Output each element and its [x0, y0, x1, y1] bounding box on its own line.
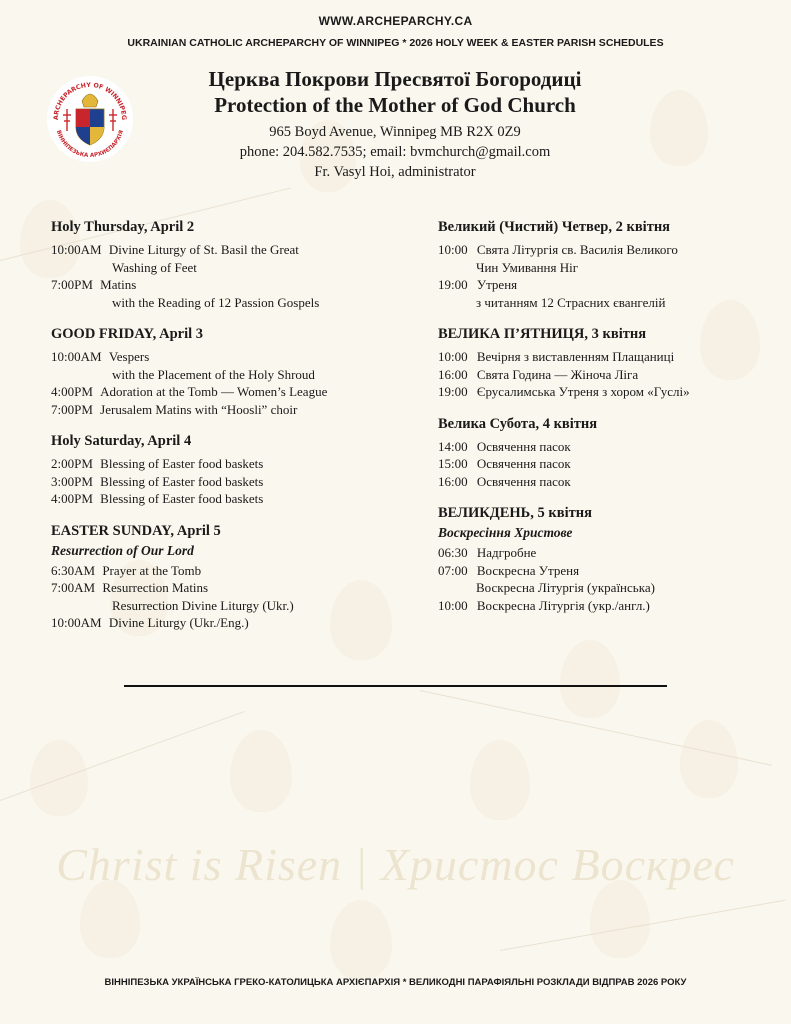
service-time: 16:00	[438, 473, 468, 489]
service-description: Утреня	[476, 277, 518, 292]
schedule-day	[438, 415, 768, 491]
footer-text: ВІННІПЕЗЬКА УКРАЇНСЬКА ГРЕКО-КАТОЛИЦЬКА АРХІЄПАРХІЯ * ВЕЛИКОДНІ ПАРАФІЯЛЬНІ РОЗКЛАДИ ВІДПРАВ 2026 РОКУ	[104, 977, 687, 988]
church-name-ukrainian: Церква Покрови Пресвятої Богородиці	[208, 67, 582, 91]
service-description: Divine Liturgy of St. Basil the Great	[108, 242, 299, 257]
service-row	[51, 562, 411, 580]
church-administrator: Fr. Vasyl Hoi, administrator	[314, 164, 476, 180]
service-description: з читанням 12 Страсних євангелій	[476, 294, 666, 310]
service-time: 16:00	[438, 366, 468, 382]
day-title: GOOD FRIDAY, April 3	[51, 326, 204, 342]
day-title: ВЕЛИКА П’ЯТНИЦЯ, 3 квітня	[438, 326, 647, 342]
service-description: Divine Liturgy (Ukr./Eng.)	[108, 615, 249, 630]
service-time: 4:00PM	[51, 384, 93, 399]
divider	[124, 685, 667, 687]
service-description: Washing of Feet	[112, 259, 197, 275]
service-description: Єрусалимська Утреня з хором «Гуслі»	[476, 384, 690, 399]
schedule-day	[51, 325, 411, 418]
service-row	[438, 276, 768, 294]
logo-bottom-text: ВІННІПЕЗЬКА АРХИЄПАРХІЯ	[54, 129, 126, 160]
service-time: 6:30AM	[51, 562, 96, 578]
service-description: with the Placement of the Holy Shroud	[112, 366, 315, 382]
service-description: Воскресна Літургія (укр./англ.)	[476, 597, 650, 613]
service-row	[438, 562, 768, 580]
service-row	[51, 294, 411, 312]
service-time: 3:00PM	[51, 473, 93, 489]
schedule-day	[51, 522, 411, 632]
website-url: WWW.ARCHEPARCHY.CA	[318, 14, 473, 28]
service-time: 15:00	[438, 456, 468, 471]
service-description: Чин Умивання Ніг	[476, 259, 579, 275]
service-time: 4:00PM	[51, 491, 93, 506]
service-row	[438, 438, 768, 456]
service-row	[438, 579, 768, 597]
service-description: Jerusalem Matins with “Hoosli” choir	[100, 401, 298, 417]
ukrainian-schedule	[438, 218, 768, 628]
service-row	[51, 276, 411, 294]
day-title: Великий (Чистий) Четвер, 2 квітня	[438, 219, 671, 235]
day-subtitle: Воскресіння Христове	[438, 525, 573, 540]
day-title: Holy Thursday, April 2	[51, 219, 195, 235]
service-description: Свята Літургія св. Василія Великого	[476, 242, 678, 257]
service-time: 10:00	[438, 349, 468, 364]
schedule-day	[438, 504, 768, 614]
archeparchy-logo	[46, 75, 134, 163]
service-row	[51, 473, 411, 491]
service-row	[438, 241, 768, 259]
service-row	[438, 544, 768, 562]
schedule-day	[438, 325, 768, 401]
day-title: EASTER SUNDAY, April 5	[51, 522, 221, 539]
service-row	[438, 455, 768, 473]
service-description: Свята Година — Жіноча Ліга	[476, 366, 639, 382]
service-row	[438, 383, 768, 401]
watermark-text: Christ is Risen | Христос Воскрес	[56, 839, 735, 890]
header-subtitle: UKRAINIAN CATHOLIC ARCHEPARCHY OF WINNIPEG * 2026 HOLY WEEK & EASTER PARISH SCHEDULES	[127, 37, 664, 49]
service-description: Prayer at the Tomb	[102, 562, 202, 578]
schedule-day	[438, 218, 768, 311]
service-row	[51, 455, 411, 473]
service-time: 7:00AM	[51, 580, 96, 595]
day-title: Велика Субота, 4 квітня	[438, 415, 598, 432]
service-row	[51, 401, 411, 419]
church-address: 965 Boyd Avenue, Winnipeg MB R2X 0Z9	[269, 124, 521, 140]
service-row	[51, 597, 411, 615]
church-header	[140, 66, 650, 182]
service-row	[438, 473, 768, 491]
service-description: Blessing of Easter food baskets	[100, 491, 264, 506]
service-description: Resurrection Matins	[102, 580, 209, 595]
service-description: Вечірня з виставленням Плащаниці	[476, 349, 675, 364]
service-row	[51, 366, 411, 384]
church-contact: phone: 204.582.7535; email: bvmchurch@gmail.com	[239, 144, 551, 160]
service-description: Освячення пасок	[476, 473, 571, 489]
service-row	[438, 259, 768, 277]
service-description: Blessing of Easter food baskets	[100, 473, 264, 489]
service-row	[438, 597, 768, 615]
service-description: Resurrection Divine Liturgy (Ukr.)	[112, 597, 294, 613]
service-time: 06:30	[438, 545, 468, 560]
service-time: 19:00	[438, 384, 468, 399]
day-subtitle: Resurrection of Our Lord	[51, 542, 194, 558]
service-time: 07:00	[438, 562, 468, 578]
english-schedule	[51, 218, 411, 646]
service-row	[438, 348, 768, 366]
service-time: 10:00AM	[51, 349, 102, 364]
service-description: Matins	[100, 277, 137, 292]
service-time: 10:00AM	[51, 615, 102, 630]
service-time: 10:00	[438, 242, 468, 257]
service-row	[51, 241, 411, 259]
service-row	[51, 490, 411, 508]
logo-top-text: ARCHEPARCHY OF WINNIPEG	[52, 81, 128, 121]
service-description: Освячення пасок	[476, 438, 571, 454]
service-time: 14:00	[438, 438, 468, 454]
service-time: 7:00PM	[51, 277, 93, 292]
service-time: 2:00PM	[51, 456, 93, 471]
service-row	[51, 614, 411, 632]
service-description: Vespers	[108, 349, 150, 364]
service-time: 10:00	[438, 597, 468, 613]
service-time: 19:00	[438, 277, 468, 292]
service-description: Воскресна Утреня	[476, 562, 580, 578]
service-description: Надгробне	[476, 545, 537, 560]
service-time: 7:00PM	[51, 401, 93, 417]
service-row	[438, 294, 768, 312]
service-description: Воскресна Літургія (українська)	[476, 580, 655, 595]
day-title: ВЕЛИКДЕНЬ, 5 квітня	[438, 505, 592, 521]
church-name-english: Protection of the Mother of God Church	[214, 93, 576, 117]
schedule-day	[51, 218, 411, 311]
service-description: Освячення пасок	[476, 456, 571, 471]
service-time: 10:00AM	[51, 242, 102, 257]
service-row	[438, 366, 768, 384]
service-row	[51, 579, 411, 597]
service-row	[51, 259, 411, 277]
service-row	[51, 348, 411, 366]
service-description: with the Reading of 12 Passion Gospels	[112, 294, 320, 310]
service-row	[51, 383, 411, 401]
schedule-day	[51, 432, 411, 508]
service-description: Adoration at the Tomb — Women’s League	[100, 384, 328, 399]
service-description: Blessing of Easter food baskets	[100, 456, 264, 471]
day-title: Holy Saturday, April 4	[51, 433, 192, 449]
